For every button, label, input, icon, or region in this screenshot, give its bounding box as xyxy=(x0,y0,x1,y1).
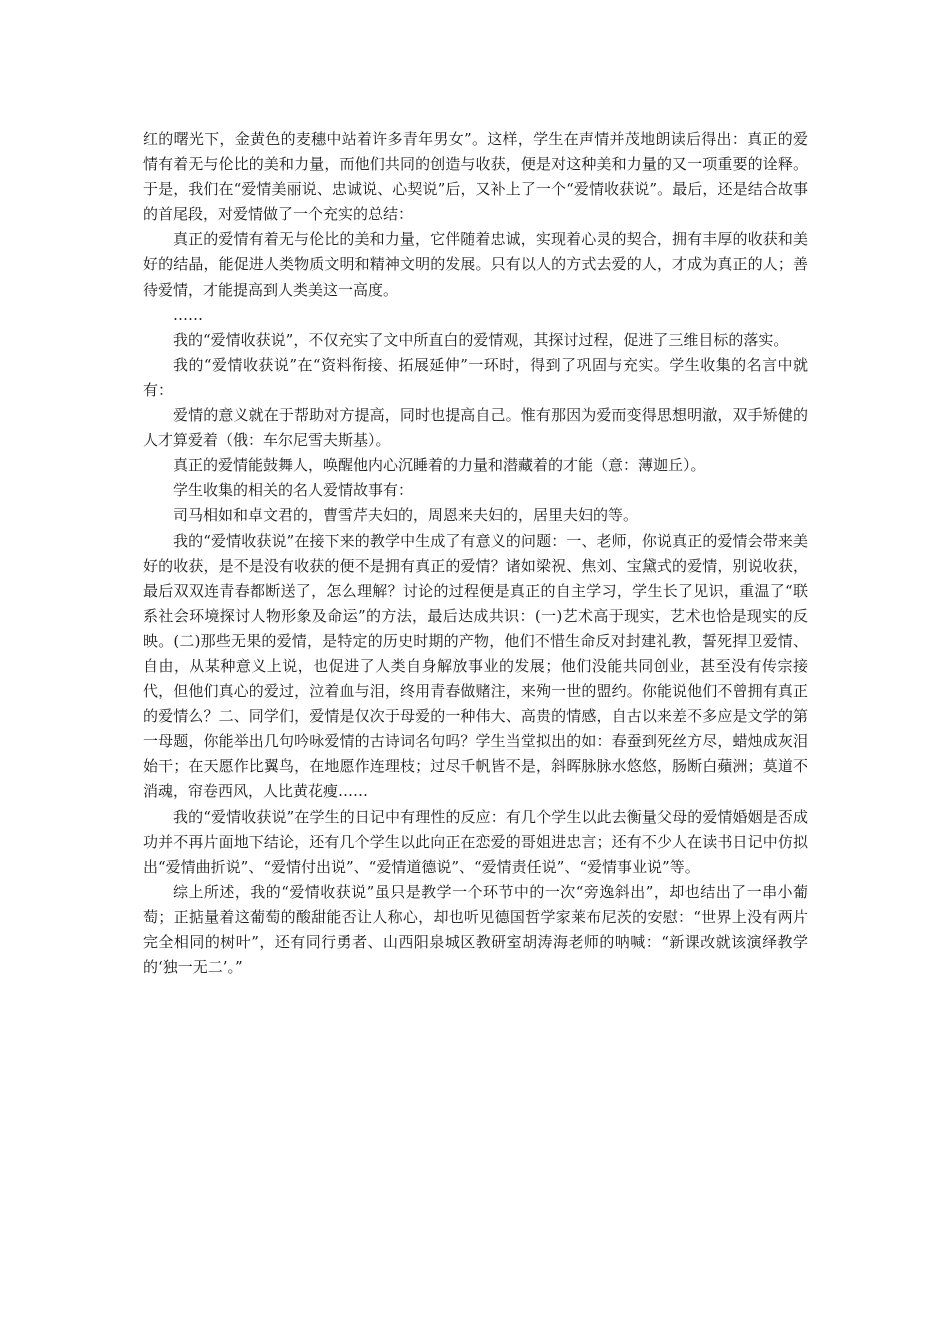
paragraph-2: 真正的爱情有着无与伦比的美和力量，它伴随着忠诚，实现着心灵的契合，拥有丰厚的收获和美好的结晶，能促进人类物质文明和精神文明的发展。只有以人的方式去爱的人，才成为真正的人；善待爱情，才能提高到人类美这一高度。 xyxy=(143,230,808,299)
quote-chernyshevsky: 爱情的意义就在于帮助对方提高，同时也提高自己。惟有那因为爱而变得思想明澈，双手矫健的人才算爱着（俄：车尔尼雪夫斯基）。 xyxy=(143,406,808,450)
paragraph-5: 我的“爱情收获说”在“资料衔接、拓展延伸”一环时，得到了巩固与充实。学生收集的名言中就有： xyxy=(143,355,808,399)
paragraph-11: 我的“爱情收获说”在学生的日记中有理性的反应：有几个学生以此去衡量父母的爱情婚姻是否成功并不再片面地下结论，还有几个学生以此向正在恋爱的哥姐进忠言；还有不少人在读书日记中仿拟出“爱情曲折说”、“爱情付出说”、“爱情道德说”、“爱情责任说”、“爱情事业说”等。 xyxy=(143,807,808,876)
paragraph-4: 我的“爱情收获说”，不仅充实了文中所直白的爱情观，其探讨过程，促进了三维目标的落实。 xyxy=(173,330,789,349)
paragraph-10: 我的“爱情收获说”在接下来的教学中生成了有意义的问题：一、老师，你说真正的爱情会带来美好的收获，是不是没有收获的便不是拥有真正的爱情？诸如梁祝、焦刘、宝黛式的爱情，别说收获，最后双双连青春都断送了，怎么理解？讨论的过程便是真正的自主学习，学生长了见识，重温了“联系社会环境探讨人物形象及命运”的方法，最后达成共识：(一)艺术高于现实，艺术也恰是现实的反映。(二)那些无果的爱情，是特定的历史时期的产物，他们不惜生命反对封建礼教，誓死捍卫爱情、自由，从某种意义上说，也促进了人类自身解放事业的发展；他们没能共同创业，甚至没有传宗接代，但他们真心的爱过，泣着血与泪，终用青春做赌注，来殉一世的盟约。你能说他们不曾拥有真正的爱情么？二、同学们，爱情是仅次于母爱的一种伟大、高贵的情感，自古以来差不多应是文学的第一母题，你能举出几句吟咏爱情的古诗词名句吗？学生当堂拟出的如：春蚕到死丝方尽，蜡烛成灰泪始干；在天愿作比翼鸟，在地愿作连理枝；过尽千帆皆不是，斜晖脉脉水悠悠，肠断白蘋洲；莫道不消魂，帘卷西风，人比黄花瘦…… xyxy=(143,531,808,801)
document-body xyxy=(143,127,808,980)
paragraph-9: 司马相如和卓文君的，曹雪芹夫妇的，周恩来夫妇的，居里夫妇的等。 xyxy=(173,506,639,525)
quote-boccaccio: 真正的爱情能鼓舞人，唤醒他内心沉睡着的力量和潜藏着的才能（意：薄迦丘）。 xyxy=(173,456,706,475)
paragraph-8: 学生收集的相关的名人爱情故事有： xyxy=(173,481,414,500)
paragraph-ellipsis: …… xyxy=(173,305,203,324)
paragraph-conclusion: 综上所述，我的“爱情收获说”虽只是教学一个环节中的一次“旁逸斜出”，却也结出了一串小葡萄；正掂量着这葡萄的酸甜能否让人称心，却也听见德国哲学家莱布尼茨的安慰：“世界上没有两片完全相同的树叶”，还有同行勇者、山西阳泉城区教研室胡涛海老师的呐喊：“新课改就该演绎教学的‘独一无二’。” xyxy=(143,882,808,977)
paragraph-1: 红的曙光下，金黄色的麦穗中站着许多青年男女”。这样，学生在声情并茂地朗读后得出：真正的爱情有着无与伦比的美和力量，而他们共同的创造与收获，便是对这种美和力量的又一项重要的诠释。于是，我们在“爱情美丽说、忠诚说、心契说”后，又补上了一个“爱情收获说”。最后，还是结合故事的首尾段，对爱情做了一个充实的总结： xyxy=(143,130,808,224)
